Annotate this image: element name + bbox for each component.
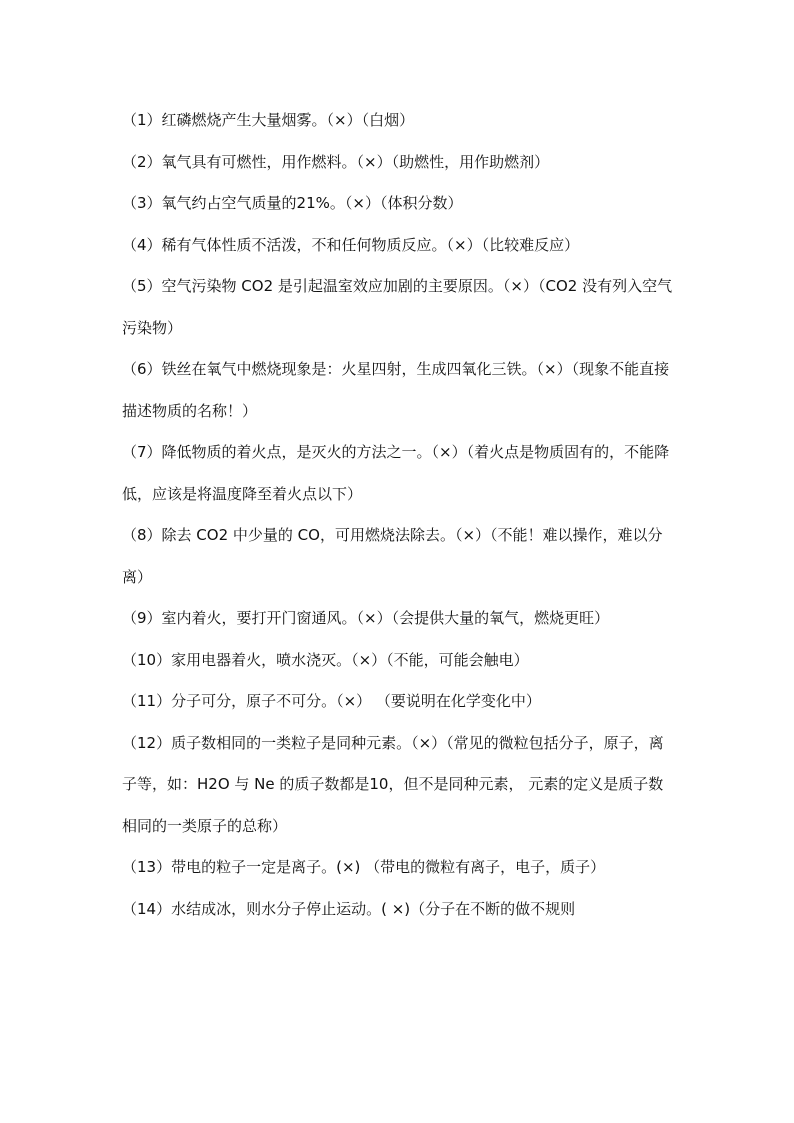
statement-item-13: （13）带电的粒子一定是离子。(×) （带电的微粒有离子，电子，质子） xyxy=(122,858,606,876)
statement-item-14: （14）水结成冰，则水分子停止运动。( ×)（分子在不断的做不规则 xyxy=(122,899,576,918)
statement-item-2: （2）氧气具有可燃性，用作燃料。（×）（助燃性，用作助燃剂） xyxy=(122,152,550,171)
statement-item-5: （5）空气污染物 CO2 是引起温室效应加剧的主要原因。（×）（CO2 没有列入空气污染物） xyxy=(122,277,673,337)
statement-item-3: （3）氧气约占空气质量的21%。（×）（体积分数） xyxy=(122,194,463,212)
statement-item-12: （12）质子数相同的一类粒子是同种元素。（×）（常见的微粒包括分子，原子，离子等，如：H2O 与 Ne 的质子数都是10，但不是同种元素， 元素的定义是质子数相同的一类原子的总称） xyxy=(122,733,664,835)
statement-item-11: （11）分子可分，原子不可分。（×） （要说明在化学变化中） xyxy=(122,692,541,710)
statement-item-9: （9）室内着火，要打开门窗通风。（×）（会提供大量的氧气，燃烧更旺） xyxy=(122,609,610,627)
statement-item-4: （4）稀有气体性质不活泼，不和任何物质反应。（×）（比较难反应） xyxy=(122,235,580,254)
statement-item-8: （8）除去 CO2 中少量的 CO，可用燃烧法除去。（×）（不能！难以操作，难以分离） xyxy=(122,526,663,586)
statement-item-6: （6）铁丝在氧气中燃烧现象是：火星四射，生成四氧化三铁。（×）（现象不能直接描述物质的名称！） xyxy=(122,360,670,420)
statement-item-10: （10）家用电器着火，喷水浇灭。（×）（不能，可能会触电） xyxy=(122,650,529,669)
document-body xyxy=(122,100,678,930)
statement-item-7: （7）降低物质的着火点，是灭火的方法之一。（×）（着火点是物质固有的，不能降低，应该是将温度降至着火点以下） xyxy=(122,443,670,503)
statement-item-1: （1）红磷燃烧产生大量烟雾。（×）（白烟） xyxy=(122,111,415,129)
